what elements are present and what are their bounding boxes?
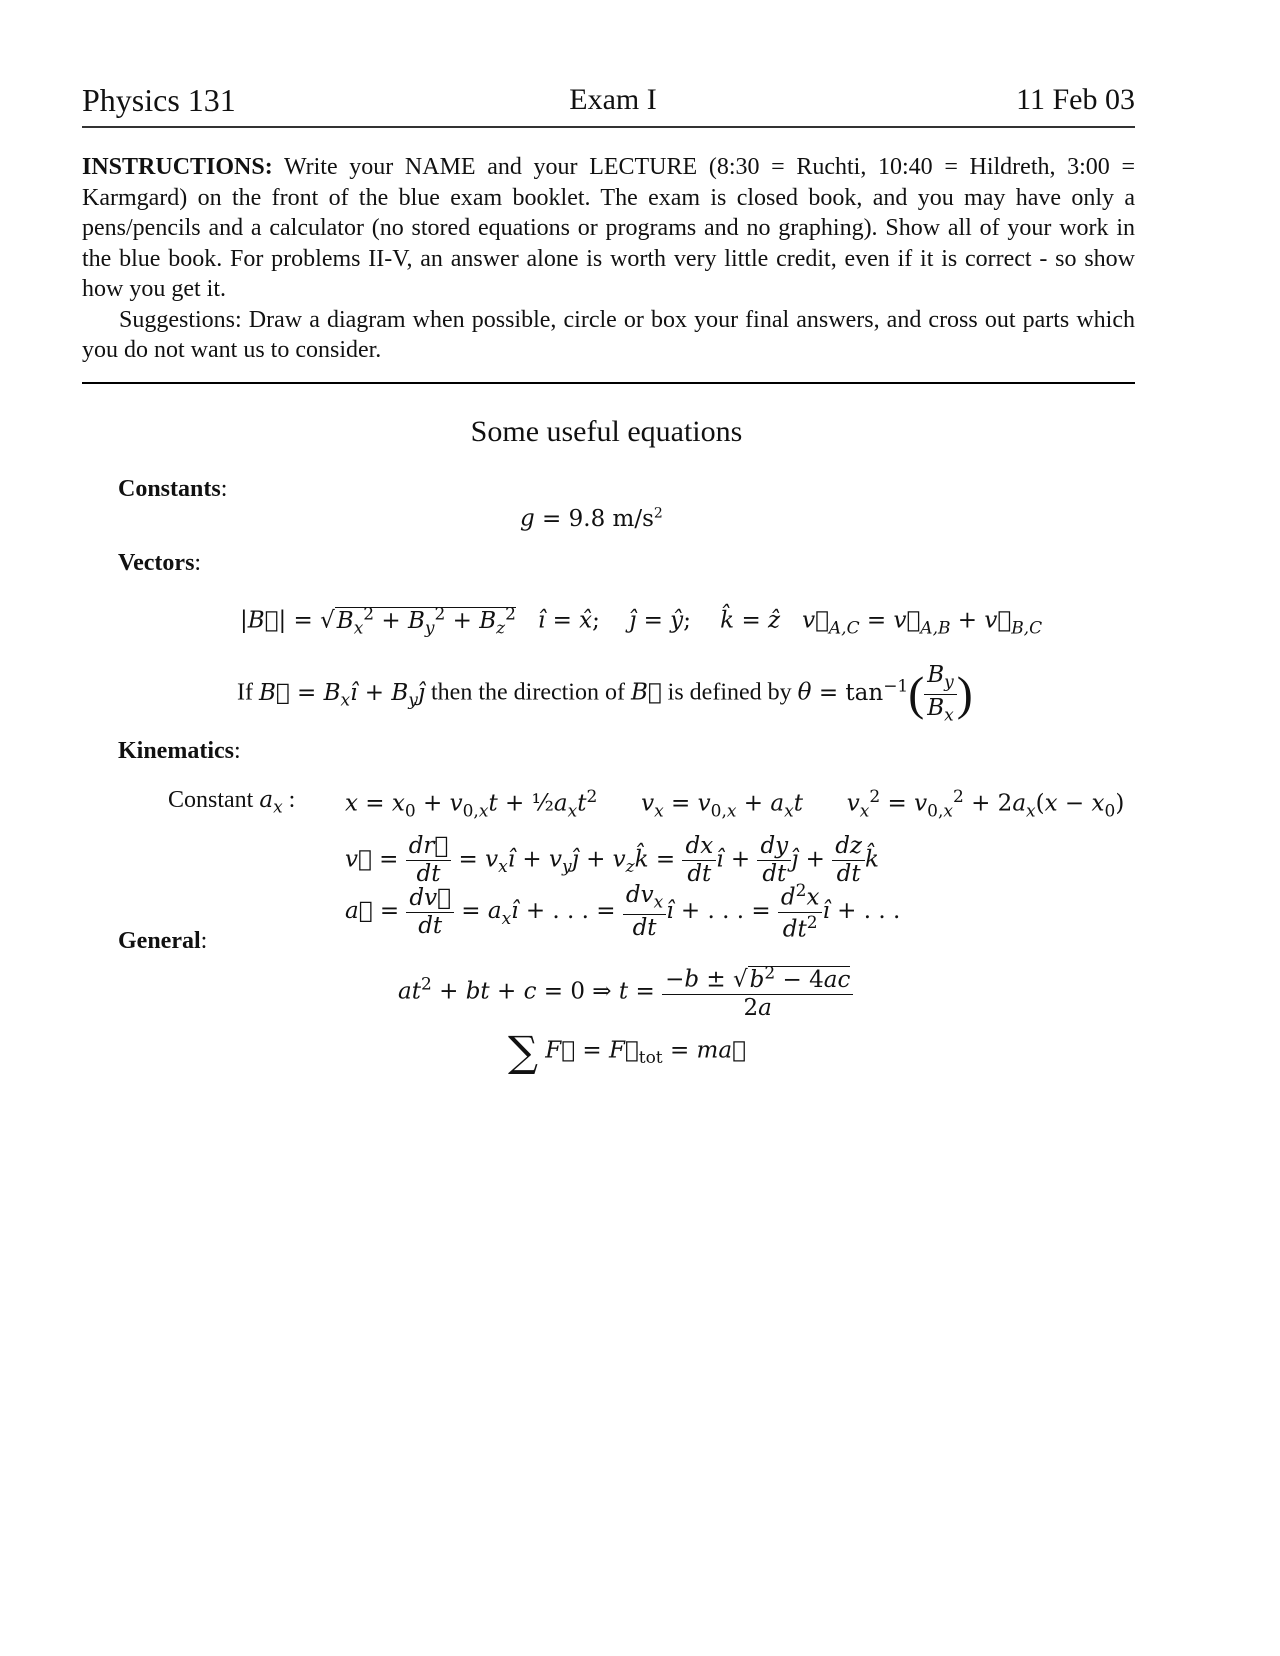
course-title: Physics 131 [82,82,236,118]
instructions-text: Write your NAME and your LECTURE (8:30 = Ruchti, 10:40 = Hildreth, 3:00 = Karmgard) on the front of the blue exam booklet. The exam is closed book, and you may have only a pens/pencils and a calculator (no stored equations or programs and no graphing). Show all of your work in the blue book. For problems II-V, an answer alone is worth very little credit, even if it is correct - so show how you get it. [82,154,1135,302]
vectors-heading: Vectors: [118,550,202,576]
constants-heading: Constants: [118,476,228,502]
equations-title: Some useful equations [470,415,743,448]
section-rule [82,382,1135,384]
general-heading: General: [118,928,208,954]
header-rule [82,126,1135,128]
kinematic-equations-row: $x = x_0 + v_{0,x}t$ + $\frac{1}{2}a_xt^2$ $v_x = v_{0,x} + a_xt$ $v_x^2 = v_{0,x}^2 + 2a_x(x - x_0)$ [345,787,1125,822]
gravity-equation: g = 9.8 $m/s^2$ [520,505,663,532]
velocity-definition-equation: v⃗ = $\frac{dr⃗}{dt}$ = $v_xî$ + $v_yĵ$ + $v_zk̂$ = $\frac{dx}{dt}$ î + $\frac{dy}{dt}$ ĵ + $\frac{dz}{dt}$ k̂ [345,833,879,887]
kinematics-heading: Kinematics: [118,738,241,764]
exam-title: Exam I [569,83,657,116]
vector-direction-equation: If B⃗ = $B_xî$ + $B_yĵ$ then the direction of B⃗ is defined by $\theta = \tan^{-1}$( $\frac{B_y}{B_x}$ ) [237,662,973,726]
quadratic-formula: $at^2$ + bt + c = 0 ⇒ t = $\frac{-b \pm √b^2 - 4ac}{2a}$ [398,965,853,1020]
newtons-second-law: ∑ F⃗ = $F⃗_{tot}$ = ma⃗ [508,1027,746,1076]
acceleration-definition-equation: a⃗ = $\frac{dv⃗}{dt}$ = $a_xî$ + . . . = $\frac{dv_x}{dt}$ î + . . . = $\frac{d^2x}{dt^2}$ î + . . . [345,881,901,943]
vector-magnitude-equation: |B⃗| = $√B_x^2 + B_y^2 + B_z^2$ î = x̂; ĵ = ŷ; k̂ = ẑ $v⃗_{A,C}$ = $v⃗_{A,B}$ + $v⃗_{B,C}$ [240,604,1043,639]
constant-acceleration-label: Constant $a_x$ : [168,787,296,818]
exam-date: 11 Feb 03 [1016,83,1135,116]
instructions-label: INSTRUCTIONS: [82,154,273,180]
instructions [82,152,1135,366]
suggestions-text: Suggestions: Draw a diagram when possible, circle or box your final answers, and cross out parts which you do not want us to consider. [82,306,1135,363]
